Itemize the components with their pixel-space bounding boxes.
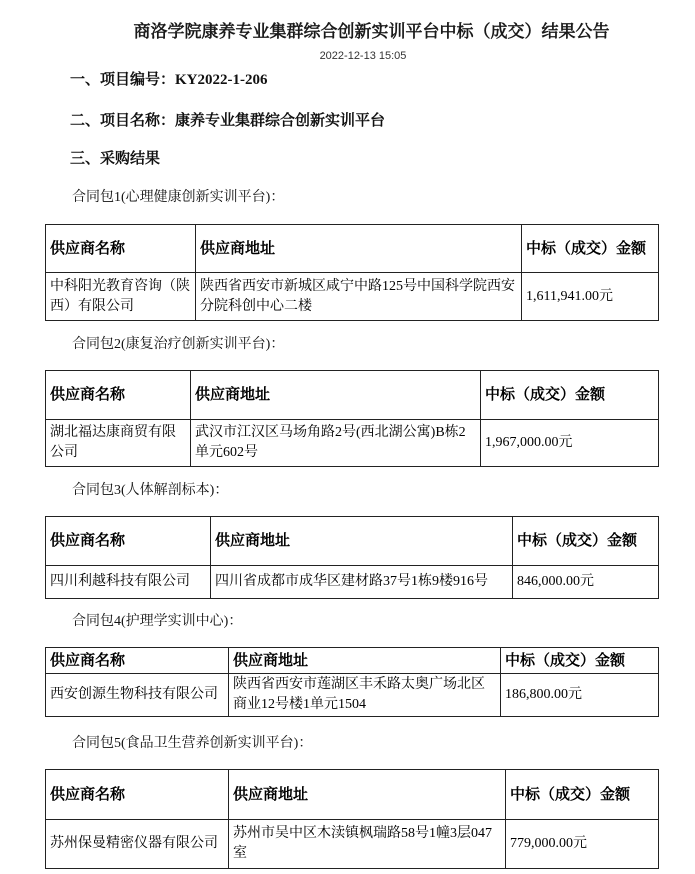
table-header-row <box>46 517 659 566</box>
column-header-award-amount: 中标（成交）金额 <box>481 371 659 420</box>
project-number-heading: 一、项目编号：KY2022-1-206 <box>70 72 268 88</box>
award-amount-cell: 846,000.00元 <box>513 566 659 599</box>
project-name-heading: 二、项目名称：康养专业集群综合创新实训平台 <box>70 113 386 129</box>
package-2-label: 合同包2(康复治疗创新实训平台)： <box>72 337 285 352</box>
column-header-supplier-address: 供应商地址 <box>191 371 481 420</box>
supplier-name-cell: 中科阳光教育咨询（陕西）有限公司 <box>46 273 196 321</box>
supplier-name-cell: 西安创源生物科技有限公司 <box>46 674 229 717</box>
award-amount-cell: 1,611,941.00元 <box>522 273 659 321</box>
procurement-result-heading: 三、采购结果 <box>70 151 161 167</box>
award-amount-cell: 186,800.00元 <box>501 674 659 717</box>
result-table-package-1 <box>45 224 659 321</box>
table-header-row <box>46 648 659 674</box>
result-table-package-3 <box>45 516 659 599</box>
column-header-supplier-name: 供应商名称 <box>46 225 196 273</box>
supplier-name-cell: 湖北福达康商贸有限公司 <box>46 420 191 467</box>
supplier-name-cell: 四川利越科技有限公司 <box>46 566 211 599</box>
column-header-supplier-name: 供应商名称 <box>46 648 229 674</box>
result-table-package-2 <box>45 370 659 467</box>
package-3-label: 合同包3(人体解剖标本)： <box>72 483 229 498</box>
supplier-address-cell: 苏州市吴中区木渎镇枫瑞路58号1幢3层047室 <box>229 820 506 869</box>
table-row <box>46 273 659 321</box>
supplier-address-cell: 四川省成都市成华区建材路37号1栋9楼916号 <box>211 566 513 599</box>
notice-title: 商洛学院康养专业集群综合创新实训平台中标（成交）结果公告 <box>133 22 610 41</box>
column-header-award-amount: 中标（成交）金额 <box>506 770 659 820</box>
package-1-label: 合同包1(心理健康创新实训平台)： <box>72 190 285 205</box>
package-5-label: 合同包5(食品卫生营养创新实训平台)： <box>72 736 313 751</box>
column-header-supplier-address: 供应商地址 <box>211 517 513 566</box>
result-table-package-5 <box>45 769 659 869</box>
supplier-address-cell: 陕西省西安市莲湖区丰禾路太奥广场北区商业12号楼1单元1504 <box>229 674 501 717</box>
table-row <box>46 420 659 467</box>
column-header-supplier-name: 供应商名称 <box>46 770 229 820</box>
result-table-package-4 <box>45 647 659 717</box>
table-row <box>46 566 659 599</box>
supplier-name-cell: 苏州保曼精密仪器有限公司 <box>46 820 229 869</box>
table-row <box>46 674 659 717</box>
supplier-address-cell: 陕西省西安市新城区咸宁中路125号中国科学院西安分院科创中心二楼 <box>196 273 522 321</box>
column-header-supplier-name: 供应商名称 <box>46 517 211 566</box>
column-header-award-amount: 中标（成交）金额 <box>513 517 659 566</box>
award-amount-cell: 1,967,000.00元 <box>481 420 659 467</box>
column-header-supplier-address: 供应商地址 <box>196 225 522 273</box>
column-header-award-amount: 中标（成交）金额 <box>501 648 659 674</box>
award-amount-cell: 779,000.00元 <box>506 820 659 869</box>
column-header-supplier-address: 供应商地址 <box>229 770 506 820</box>
column-header-award-amount: 中标（成交）金额 <box>522 225 659 273</box>
package-4-label: 合同包4(护理学实训中心)： <box>72 614 243 629</box>
table-row <box>46 820 659 869</box>
publish-date: 2022-12-13 15:05 <box>319 50 407 62</box>
table-header-row <box>46 770 659 820</box>
column-header-supplier-address: 供应商地址 <box>229 648 501 674</box>
table-header-row <box>46 371 659 420</box>
column-header-supplier-name: 供应商名称 <box>46 371 191 420</box>
supplier-address-cell: 武汉市江汉区马场角路2号(西北湖公寓)B栋2单元602号 <box>191 420 481 467</box>
table-header-row <box>46 225 659 273</box>
